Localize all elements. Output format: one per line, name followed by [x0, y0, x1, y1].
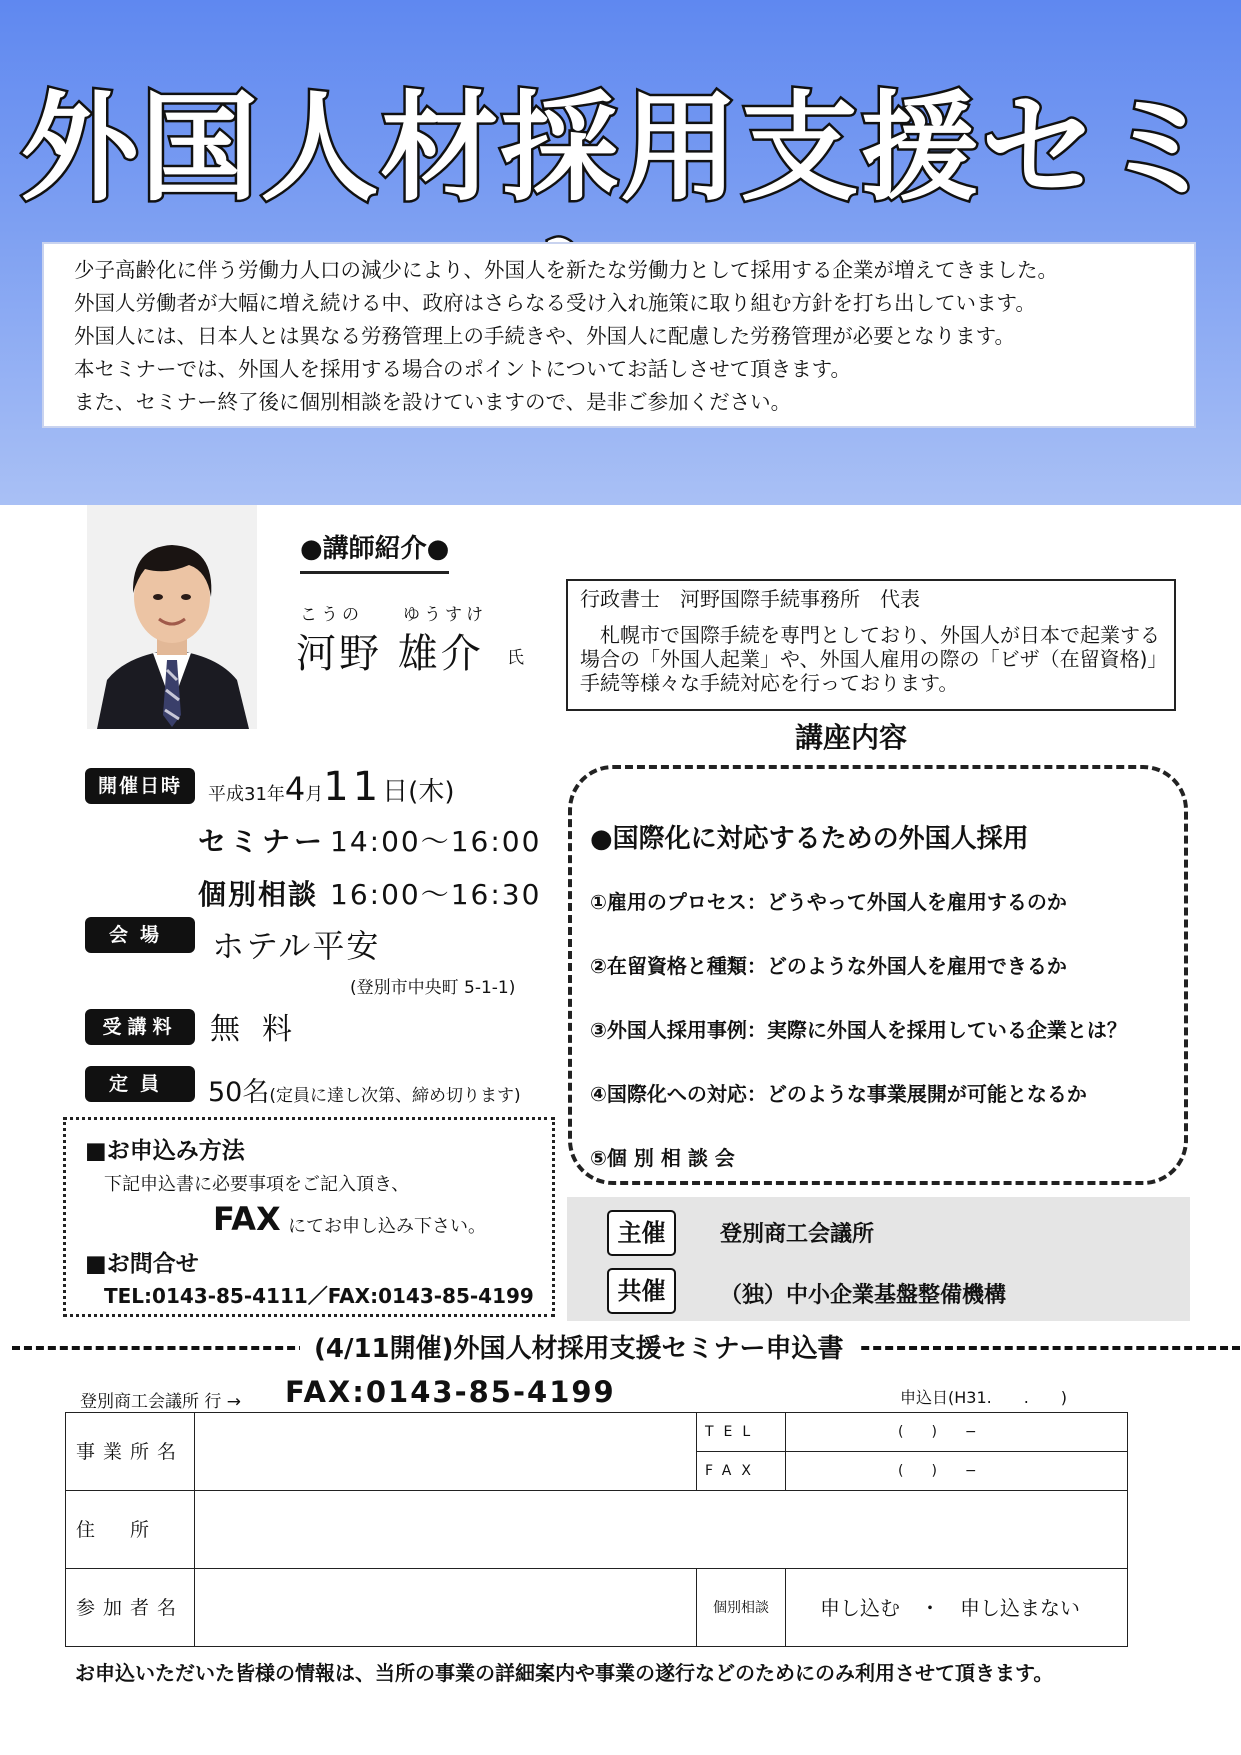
- participant-label: 参加者名: [65, 1568, 195, 1647]
- ruby-given: ゆうすけ: [403, 605, 487, 625]
- form-fax-number: FAX:0143-85-4199: [285, 1375, 616, 1409]
- fee-value: 無料: [210, 1012, 314, 1047]
- intro-line: 少子高齢化に伴う労働力人口の減少により、外国人を新たな労働力として採用する企業が増えてきました。: [74, 258, 1058, 282]
- inquiry-contact: TEL:0143-85-4111／FAX:0143-85-4199: [104, 1284, 534, 1308]
- course-main: ●国際化に対応するための外国人採用: [590, 824, 1029, 854]
- inquiry-heading: ■お問合せ: [85, 1251, 199, 1277]
- fee-tag: 受講料: [85, 1009, 195, 1045]
- fax-label: FAX: [696, 1451, 786, 1491]
- date-month-unit: 月: [305, 784, 324, 805]
- course-item: ②在留資格と種類：どのような外国人を雇用できるか: [590, 954, 1067, 978]
- intro-line: 外国人労働者が大幅に増え続ける中、政府はさらなる受け入れ施策に取り組む方針を打ち出しています。: [74, 291, 1036, 315]
- course-item: ④国際化への対応：どのような事業展開が可能となるか: [590, 1082, 1087, 1106]
- tel-field[interactable]: ( ) −: [785, 1412, 1128, 1452]
- venue-tag: 会場: [85, 917, 195, 953]
- lecturer-name: 河野 雄介: [296, 631, 484, 677]
- lecturer-honorific: 氏: [507, 648, 524, 668]
- form-recipient: 登別商工会議所 行 →: [80, 1392, 242, 1412]
- consult-time: 16:00〜16:30: [330, 878, 542, 911]
- office-label: 事業所名: [65, 1412, 195, 1491]
- privacy-notice: お申込いただいた皆様の情報は、当所の事業の詳細案内や事業の遂行などのためにのみ利用させて頂きます。: [75, 1661, 1054, 1685]
- seminar-time: 14:00〜16:00: [330, 825, 542, 858]
- co-host-tag: 共催: [607, 1268, 676, 1314]
- consult-label-cell: 個別相談: [696, 1568, 786, 1647]
- course-heading: 講座内容: [795, 721, 908, 754]
- venue-address: (登別市中央町 5-1-1): [350, 978, 516, 998]
- capacity: [208, 1070, 521, 1109]
- ruby-family: こうの: [300, 605, 363, 625]
- course-item: ①雇用のプロセス：どうやって外国人を雇用するのか: [590, 890, 1067, 914]
- course-item: ⑤個 別 相 談 会: [590, 1146, 735, 1170]
- lecturer-heading: ●講師紹介●: [300, 528, 449, 574]
- venue-name: ホテル平安: [212, 927, 381, 965]
- seminar-label: セミナー: [198, 825, 327, 858]
- lecturer-photo: [87, 505, 257, 729]
- form-date: 申込日(H31. . ): [900, 1388, 1068, 1407]
- capacity-value: 50名: [208, 1077, 270, 1108]
- apply-instruction: 下記申込書に必要事項をご記入頂き、: [104, 1174, 410, 1195]
- lecturer-bio: [566, 579, 1176, 711]
- host-name: 登別商工会議所: [720, 1222, 875, 1247]
- fax-field[interactable]: ( ) −: [785, 1451, 1128, 1491]
- co-host-name: （独）中小企業基盤整備機構: [720, 1283, 1007, 1308]
- date-tag: 開催日時: [85, 768, 195, 804]
- bio-title: 行政書士 河野国際手続事務所 代表: [580, 587, 920, 611]
- date-era: 平成31年: [208, 784, 285, 805]
- consult-label: 個別相談: [198, 878, 319, 911]
- participant-field[interactable]: [194, 1568, 697, 1647]
- application-form: [65, 1412, 1127, 1647]
- bio-text: 札幌市で国際手続を専門としており、外国人が日本で起業する場合の「外国人起業」や、外国人雇用の際の「ビザ（在留資格)」手続等様々な手続対応を行っております。: [580, 623, 1160, 695]
- consult-options[interactable]: 申し込む ・ 申し込まない: [785, 1568, 1128, 1647]
- address-field[interactable]: [194, 1490, 1128, 1569]
- date-month: 4: [284, 770, 306, 808]
- page-title: 外国人材採用支援セミ: [20, 79, 1221, 217]
- office-field[interactable]: [194, 1412, 697, 1491]
- address-label: 住 所: [65, 1490, 195, 1569]
- apply-fax: FAX: [213, 1200, 281, 1238]
- apply-fax-suffix: にてお申し込み下さい。: [288, 1216, 486, 1237]
- host-tag: 主催: [607, 1210, 676, 1256]
- form-title: (4/11開催)外国人材採用支援セミナー申込書: [300, 1328, 858, 1365]
- course-item: ③外国人採用事例：実際に外国人を採用している企業とは？: [590, 1018, 1127, 1042]
- date-day: 11: [323, 764, 383, 810]
- capacity-tag: 定員: [85, 1066, 195, 1102]
- event-date: [208, 764, 454, 810]
- capacity-note: (定員に達し次第、締め切ります): [269, 1086, 521, 1106]
- intro-box: [42, 242, 1196, 428]
- intro-line: 本セミナーでは、外国人を採用する場合のポイントについてお話しさせて頂きます。: [74, 357, 851, 381]
- date-day-unit: 日(木): [382, 777, 455, 807]
- intro-line: また、セミナー終了後に個別相談を設けていますので、是非ご参加ください。: [74, 390, 792, 414]
- intro-line: 外国人には、日本人とは異なる労務管理上の手続きや、外国人に配慮した労務管理が必要となります。: [74, 324, 1015, 348]
- lecturer-portrait-icon: [87, 505, 257, 729]
- apply-heading: ■お申込み方法: [85, 1138, 245, 1164]
- tel-label: TEL: [696, 1412, 786, 1452]
